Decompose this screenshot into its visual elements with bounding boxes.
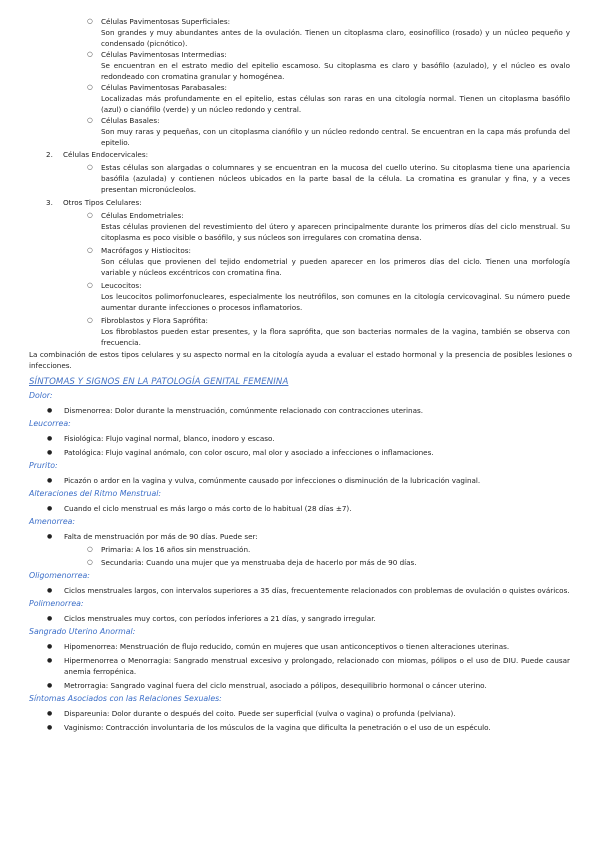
numbered-item-otros: [0, 197, 600, 208]
term-description: Menstruación de flujo reducido, común en mujeres que usan anticonceptivos o tienen alteraciones uterinas.: [117, 642, 510, 651]
term-label: Secundaria:: [101, 558, 144, 567]
cell-type-description: Son células que provienen del tejido endometrial y pueden aparecer en los primeros días del ciclo. Tienen una morfología variable y núcleos excéntricos con cromatina fina.: [101, 257, 570, 277]
cell-type-description: Se encuentran en el estrato medio del epitelio escamoso. Su citoplasma es claro y basófilo (azulado), y el núcleo es ovalo redondeado con cromatina granular y homogénea.: [101, 61, 570, 81]
dot-bullet-icon: ●: [47, 407, 53, 414]
term-label: Dismenorrea:: [64, 406, 113, 415]
category-heading-dolor: Dolor:: [29, 391, 53, 400]
term-description: Ciclos menstruales largos, con intervalos superiores a 35 días, frecuentemente relacionados con problemas de ovulación o quistes ováricos.: [64, 586, 570, 595]
term-description: Cuando una mujer que ya menstruaba deja de hacerlo por más de 90 días.: [143, 558, 417, 567]
cell-type-description: Localizadas más profundamente en el epitelio, estas células son raras en una citología normal. Tienen un citoplasma basófilo (azul) o cianófilo (verde) y un núcleo redondo y central.: [101, 94, 570, 114]
list-item: [0, 475, 600, 486]
dot-bullet-icon: ●: [47, 615, 53, 622]
circle-bullet-icon: ○: [87, 211, 93, 219]
dot-bullet-icon: ●: [47, 477, 53, 484]
term-description: Flujo vaginal normal, blanco, inodoro y escaso.: [103, 434, 275, 443]
circle-bullet-icon: ○: [87, 281, 93, 289]
term-label: Vaginismo:: [64, 723, 104, 732]
list-item: [0, 680, 600, 691]
term-label: Primaria:: [101, 545, 134, 554]
circle-bullet-icon: ○: [87, 545, 93, 553]
term-description: Ciclos menstruales muy cortos, con períodos inferiores a 21 días, y sangrado irregular.: [64, 614, 376, 623]
list-item: [0, 613, 600, 624]
cell-types-block-1: [0, 16, 600, 148]
category-heading-leucorrea: Leucorrea:: [29, 419, 71, 428]
category-heading-amenorrea: Amenorrea:: [29, 517, 76, 526]
term-description: Cuando el ciclo menstrual es más largo o más corto de lo habitual (28 días ±7).: [64, 504, 352, 513]
dot-bullet-icon: ●: [47, 587, 53, 594]
cell-type-title: Células Pavimentosas Superficiales:: [101, 17, 230, 26]
circle-bullet-icon: ○: [87, 558, 93, 566]
term-description: Picazón o ardor en la vagina y vulva, comúnmente causado por infecciones o disminución de la lubricación vaginal.: [64, 476, 481, 485]
cell-type-title: Leucocitos:: [101, 281, 142, 290]
circle-bullet-icon: ○: [87, 50, 93, 58]
dot-bullet-icon: ●: [47, 449, 53, 456]
list-item: [0, 82, 600, 93]
list-item: [0, 210, 600, 221]
sub-list-item: [0, 557, 600, 568]
list-item: [0, 641, 600, 652]
category-heading-polimenorrea: Polimenorrea:: [29, 599, 84, 608]
list-item: [0, 585, 600, 596]
list-item: [0, 433, 600, 444]
list-item: [0, 162, 600, 195]
cell-type-description: Los fibroblastos pueden estar presentes, y la flora saprófita, que son bacterias normales de la vagina, también se observa con frecuencia.: [101, 327, 570, 347]
cell-type-title: Células Pavimentosas Intermedias:: [101, 50, 227, 59]
cell-type-title: Macrófagos y Histiocitos:: [101, 246, 191, 255]
circle-bullet-icon: ○: [87, 116, 93, 124]
term-label: Hipermenorrea o Menorragia:: [64, 656, 172, 665]
dot-bullet-icon: ●: [47, 710, 53, 717]
list-item: [0, 16, 600, 27]
term-description: Dolor durante o después del coito. Puede ser superficial (vulva o vagina) o profunda (pelviana).: [109, 709, 456, 718]
term-label: Hipomenorrea:: [64, 642, 118, 651]
circle-bullet-icon: ○: [87, 316, 93, 324]
term-description: Dolor durante la menstruación, comúnmente relacionado con contracciones uterinas.: [112, 406, 424, 415]
item-number: 2.: [46, 150, 53, 159]
list-item: [0, 280, 600, 291]
category-heading-ritmo: Alteraciones del Ritmo Menstrual:: [29, 489, 162, 498]
list-item: [0, 447, 600, 458]
dot-bullet-icon: ●: [47, 505, 53, 512]
term-description: Sangrado vaginal fuera del ciclo menstrual, asociado a pólipos, desequilibrio hormonal o cáncer uterino.: [108, 681, 487, 690]
list-item: [0, 531, 600, 542]
list-item: [0, 722, 600, 733]
dot-bullet-icon: ●: [47, 435, 53, 442]
dot-bullet-icon: ●: [47, 724, 53, 731]
numbered-item-title: Otros Tipos Celulares:: [63, 198, 142, 207]
cell-type-description: Los leucocitos polimorfonucleares, especialmente los neutrófilos, son comunes en la citología cervicovaginal. Su número puede aumentar durante infecciones o procesos inflamatorios.: [101, 292, 570, 312]
dot-bullet-icon: ●: [47, 682, 53, 689]
list-item: [0, 503, 600, 514]
term-description: A los 16 años sin menstruación.: [133, 545, 251, 554]
cell-type-description: Son muy raras y pequeñas, con un citoplasma cianófilo y un núcleo redondo central. Se encuentran en la capa más profunda del epitelio.: [101, 127, 570, 147]
item-number: 3.: [46, 198, 53, 207]
term-description: Sangrado menstrual excesivo y prolongado, relacionado con miomas, pólipos o el uso de DIU. Puede causar anemia ferropénica.: [64, 656, 570, 676]
dot-bullet-icon: ●: [47, 643, 53, 650]
term-label: Fisiológica:: [64, 434, 104, 443]
category-heading-prurito: Prurito:: [29, 461, 58, 470]
circle-bullet-icon: ○: [87, 83, 93, 91]
section-title: SÍNTOMAS Y SIGNOS EN LA PATOLOGÍA GENITAL FEMENINA: [29, 377, 289, 387]
circle-bullet-icon: ○: [87, 163, 93, 171]
conclusion-paragraph: La combinación de estos tipos celulares y su aspecto normal en la citología ayuda a evaluar el estado hormonal y la presencia de posibles lesiones o infecciones.: [29, 350, 572, 370]
numbered-item-title: Células Endocervicales:: [63, 150, 149, 159]
term-label: Metrorragia:: [64, 681, 109, 690]
term-label: Patológica:: [64, 448, 104, 457]
list-item: [0, 245, 600, 256]
list-item: [0, 708, 600, 719]
term-label: Dispareunia:: [64, 709, 110, 718]
cell-type-title: Células Basales:: [101, 116, 160, 125]
list-item: [0, 405, 600, 416]
cell-type-title: Células Pavimentosas Parabasales:: [101, 83, 227, 92]
cell-type-description: Estas células provienen del revestimiento del útero y aparecen principalmente durante los primeros días del ciclo menstrual. Su citoplasma es poco visible o basófilo, y sus núcleos son irregulares con cromatina densa.: [101, 222, 570, 242]
list-item: [0, 115, 600, 126]
term-description: Falta de menstruación por más de 90 días. Puede ser:: [64, 532, 258, 541]
document-page: [0, 16, 600, 735]
term-description: Contracción involuntaria de los músculos de la vagina que dificulta la penetración o el uso de un espéculo.: [103, 723, 491, 732]
list-item: [0, 315, 600, 326]
list-item: [0, 655, 600, 677]
circle-bullet-icon: ○: [87, 17, 93, 25]
circle-bullet-icon: ○: [87, 246, 93, 254]
cell-type-description: Son grandes y muy abundantes antes de la ovulación. Tienen un citoplasma claro, eosinofílico (rosado) y un núcleo pequeño y condensado (picnótico).: [101, 28, 570, 48]
category-heading-sexuales: Síntomas Asociados con las Relaciones Sexuales:: [29, 694, 222, 703]
cell-type-title: Fibroblastos y Flora Saprófita:: [101, 316, 208, 325]
cell-type-description: Estas células son alargadas o columnares y se encuentran en la mucosa del cuello uterino. Su citoplasma tiene una apariencia basófila (azulada) y contienen núcleos ubicados en la parte basal de la célula. La cromatina es granular y fina, y a veces presentan micronúcleolos.: [101, 163, 570, 194]
term-description: Flujo vaginal anómalo, con color oscuro, mal olor y asociado a infecciones o inflamaciones.: [103, 448, 434, 457]
dot-bullet-icon: ●: [47, 657, 53, 664]
numbered-item-endocervical: [0, 149, 600, 160]
dot-bullet-icon: ●: [47, 533, 53, 540]
category-heading-sangrado: Sangrado Uterino Anormal:: [29, 627, 136, 636]
category-heading-oligomenorrea: Oligomenorrea:: [29, 571, 90, 580]
cell-type-title: Células Endometriales:: [101, 211, 184, 220]
sub-list-item: [0, 544, 600, 555]
list-item: [0, 49, 600, 60]
